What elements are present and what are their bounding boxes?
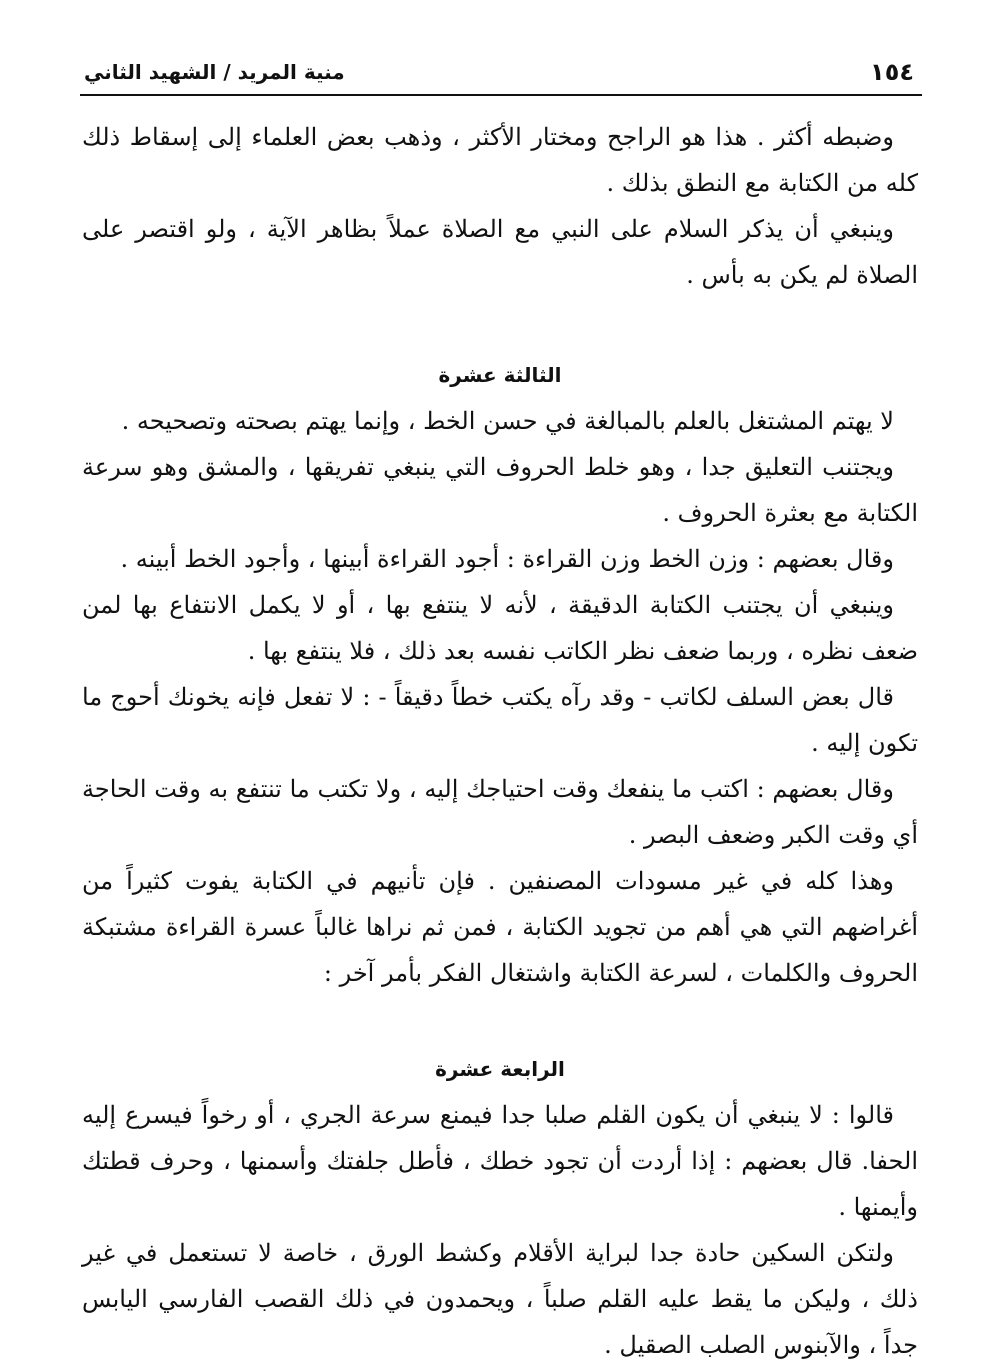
paragraph: وهذا كله في غير مسودات المصنفين . فإن تأنيهم في الكتابة يفوت كثيراً من أغراضهم التي هي أهم من تجويد الكتابة ، فمن ثم نراها غالباً عسرة القراءة مشتبكة الحروف والكلمات ، لسرعة الكتابة واشتغال الفكر بأمر آخر : [82, 867, 918, 987]
running-title: منية المريد / الشهيد الثاني [84, 60, 345, 84]
section-heading-14: الرابعة عشرة [435, 1057, 565, 1081]
paragraph: قال بعض السلف لكاتب - وقد رآه يكتب خطاً دقيقاً - : لا تفعل فإنه يخونك أحوج ما تكون إليه . [82, 683, 918, 757]
paragraph: لا يهتم المشتغل بالعلم بالمبالغة في حسن الخط ، وإنما يهتم بصحته وتصحيحه . [121, 407, 894, 435]
paragraph: وقال بعضهم : وزن الخط وزن القراءة : أجود القراءة أبينها ، وأجود الخط أبينه . [120, 545, 894, 573]
section-spacer [82, 996, 918, 1046]
paragraph: قالوا : لا ينبغي أن يكون القلم صلبا جدا فيمنع سرعة الجري ، أو رخواً فيسرع إليه الحفا. قال بعضهم : إذا أردت أن تجود خطك ، فأطل جلفتك وأسمنها ، وحرف قطتك وأيمنها . [82, 1101, 918, 1221]
section-spacer [82, 298, 918, 352]
running-header [80, 56, 922, 96]
section-heading-13: الثالثة عشرة [438, 363, 562, 387]
paragraph: وضبطه أكثر . هذا هو الراجح ومختار الأكثر ، وذهب بعض العلماء إلى إسقاط ذلك كله من الكتابة مع النطق بذلك . [82, 123, 918, 197]
paragraph: ولتكن السكين حادة جدا لبراية الأقلام وكشط الورق ، خاصة لا تستعمل في غير ذلك ، وليكن ما يقط عليه القلم صلباً ، ويحمدون في ذلك القصب الفارسي اليابس جداً ، والآبنوس الصلب الصقيل . [82, 1239, 918, 1359]
paragraph: وقال بعضهم : اكتب ما ينفعك وقت احتياجك إليه ، ولا تكتب ما تنتفع به وقت الحاجة أي وقت الكبر وضعف البصر . [82, 775, 918, 849]
body-text [82, 114, 918, 1368]
paragraph: ويجتنب التعليق جدا ، وهو خلط الحروف التي ينبغي تفريقها ، والمشق وهو سرعة الكتابة مع بعثرة الحروف . [82, 453, 918, 527]
paragraph: وينبغي أن يذكر السلام على النبي مع الصلاة عملاً بظاهر الآية ، ولو اقتصر على الصلاة لم يكن به بأس . [82, 215, 918, 289]
page-number: ١٥٤ [870, 58, 914, 86]
paragraph: وينبغي أن يجتنب الكتابة الدقيقة ، لأنه لا ينتفع بها ، أو لا يكمل الانتفاع بها لمن ضعف نظره ، وربما ضعف نظر الكاتب نفسه بعد ذلك ، فلا ينتفع بها . [82, 591, 918, 665]
